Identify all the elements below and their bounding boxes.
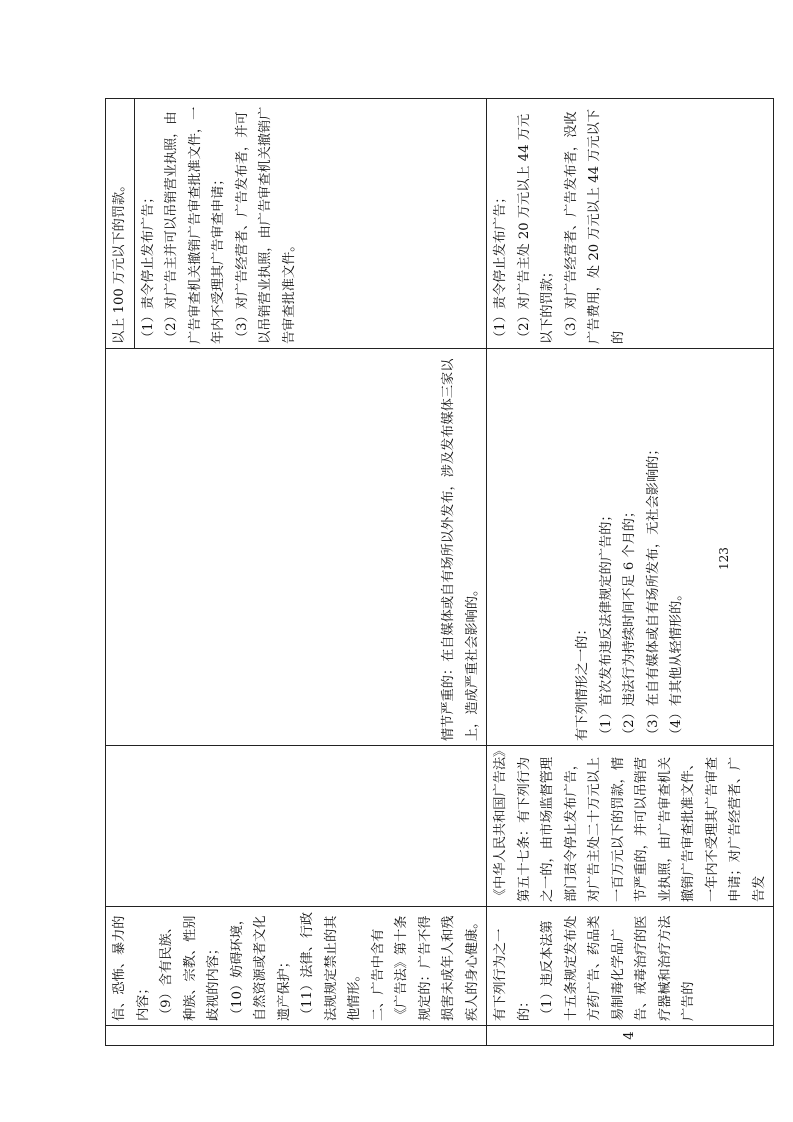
row1-col5-line: （3）对广告经营者、广告发布者，并可以吊销营业执照，由广告审查机关撤销广告审查批准文件。 (234, 106, 297, 344)
row1-penalty-cell (106, 99, 487, 349)
row1-col2-line: （10）妨碍环境，自然资源或者文化遗产保护； (229, 911, 292, 1021)
row1-col5-line: （2）对广告主并可以吊销营业执照，由广告审查机关撤销广告审查批准文件，一年内不受理其广告审查申请； (164, 106, 226, 344)
row1-violation-cell (106, 907, 487, 1026)
row1-col2-line: 信、恐怖、暴力的内容； (112, 915, 151, 1021)
row1-legal-basis-cell (106, 746, 487, 907)
row2-col4-line: （4）有其他从轻情形的。 (669, 587, 685, 741)
row2-col4-line: 有下列情形之一的： (575, 622, 591, 741)
row2-col3-text: 《中华人民共和国广告法》第五十七条：有下列行为之一的，由市场监督管理部门责令停止发布广告，对广告主处二十万元以上一百万元以下的罚款，情节严重的，并可以吊销营业执照，由广告审查机关撤销广告审查批准文件、一年内不受理其广告审查申请；对广告经营者、广告发 (493, 750, 767, 902)
row2-col5-line: （1）责令停止发布广告； (493, 190, 508, 344)
row2-legal-basis-cell (487, 746, 774, 907)
table-row (487, 99, 774, 1046)
row2-col2-line: 有下列行为之一的： (493, 928, 532, 1021)
row1-col4-text: 情节严重的：在自媒体或自有场所以外发布，涉及发布媒体三家以上，造成严重社会影响的。 (441, 358, 480, 741)
row1-col2-line: （9）含有民族、种族、宗教、性别歧视的内容； (159, 915, 221, 1021)
penalty-table (105, 98, 774, 1046)
row2-violation-cell (487, 907, 774, 1026)
row2-col5-line: （3）对广告经营者、广告发布者，没收广告费用，处 20 万元以上 44 万元以下的 (563, 109, 626, 344)
row1-col5-top: 以上 100 万元以下的罚款。 (106, 99, 135, 348)
row1-col5-bottom (135, 99, 304, 348)
row2-col4-line: （1）首次发布违反法律规定的广告的； (598, 508, 614, 741)
row1-col2-line: （11）法律、行政法规规定禁止的其他情形。 (300, 911, 362, 1021)
row2-col4-line: （2）违法行为持续时间不足 6 个月的； (622, 504, 638, 741)
row2-col2-line: （1）违反本法第十五条规定发布处方药广告、药品类易制毒化学品广告、戒毒治疗的医疗器械和治疗方法广告的 (540, 915, 696, 1021)
row2-col5-line: （2）对广告主处 20 万元以上 44 万元以下的罚款； (516, 113, 555, 344)
table-row (106, 99, 487, 1046)
row1-number-cell (106, 1026, 487, 1046)
row2-number-cell: 4 (487, 1026, 774, 1046)
row1-col2-line: 二、广告中含有《广告法》第十条规定的：广告不得损害未成年人和残疾人的身心健康。 (370, 915, 480, 1021)
row1-circumstance-cell (106, 349, 487, 746)
row2-penalty-cell (487, 99, 774, 349)
row2-col4-line: （3）在自有媒体或自有场所发布，无社会影响的； (645, 442, 661, 741)
row1-col5-line: （1）责令停止发布广告； (140, 190, 156, 344)
page-number: 123 (717, 547, 731, 570)
